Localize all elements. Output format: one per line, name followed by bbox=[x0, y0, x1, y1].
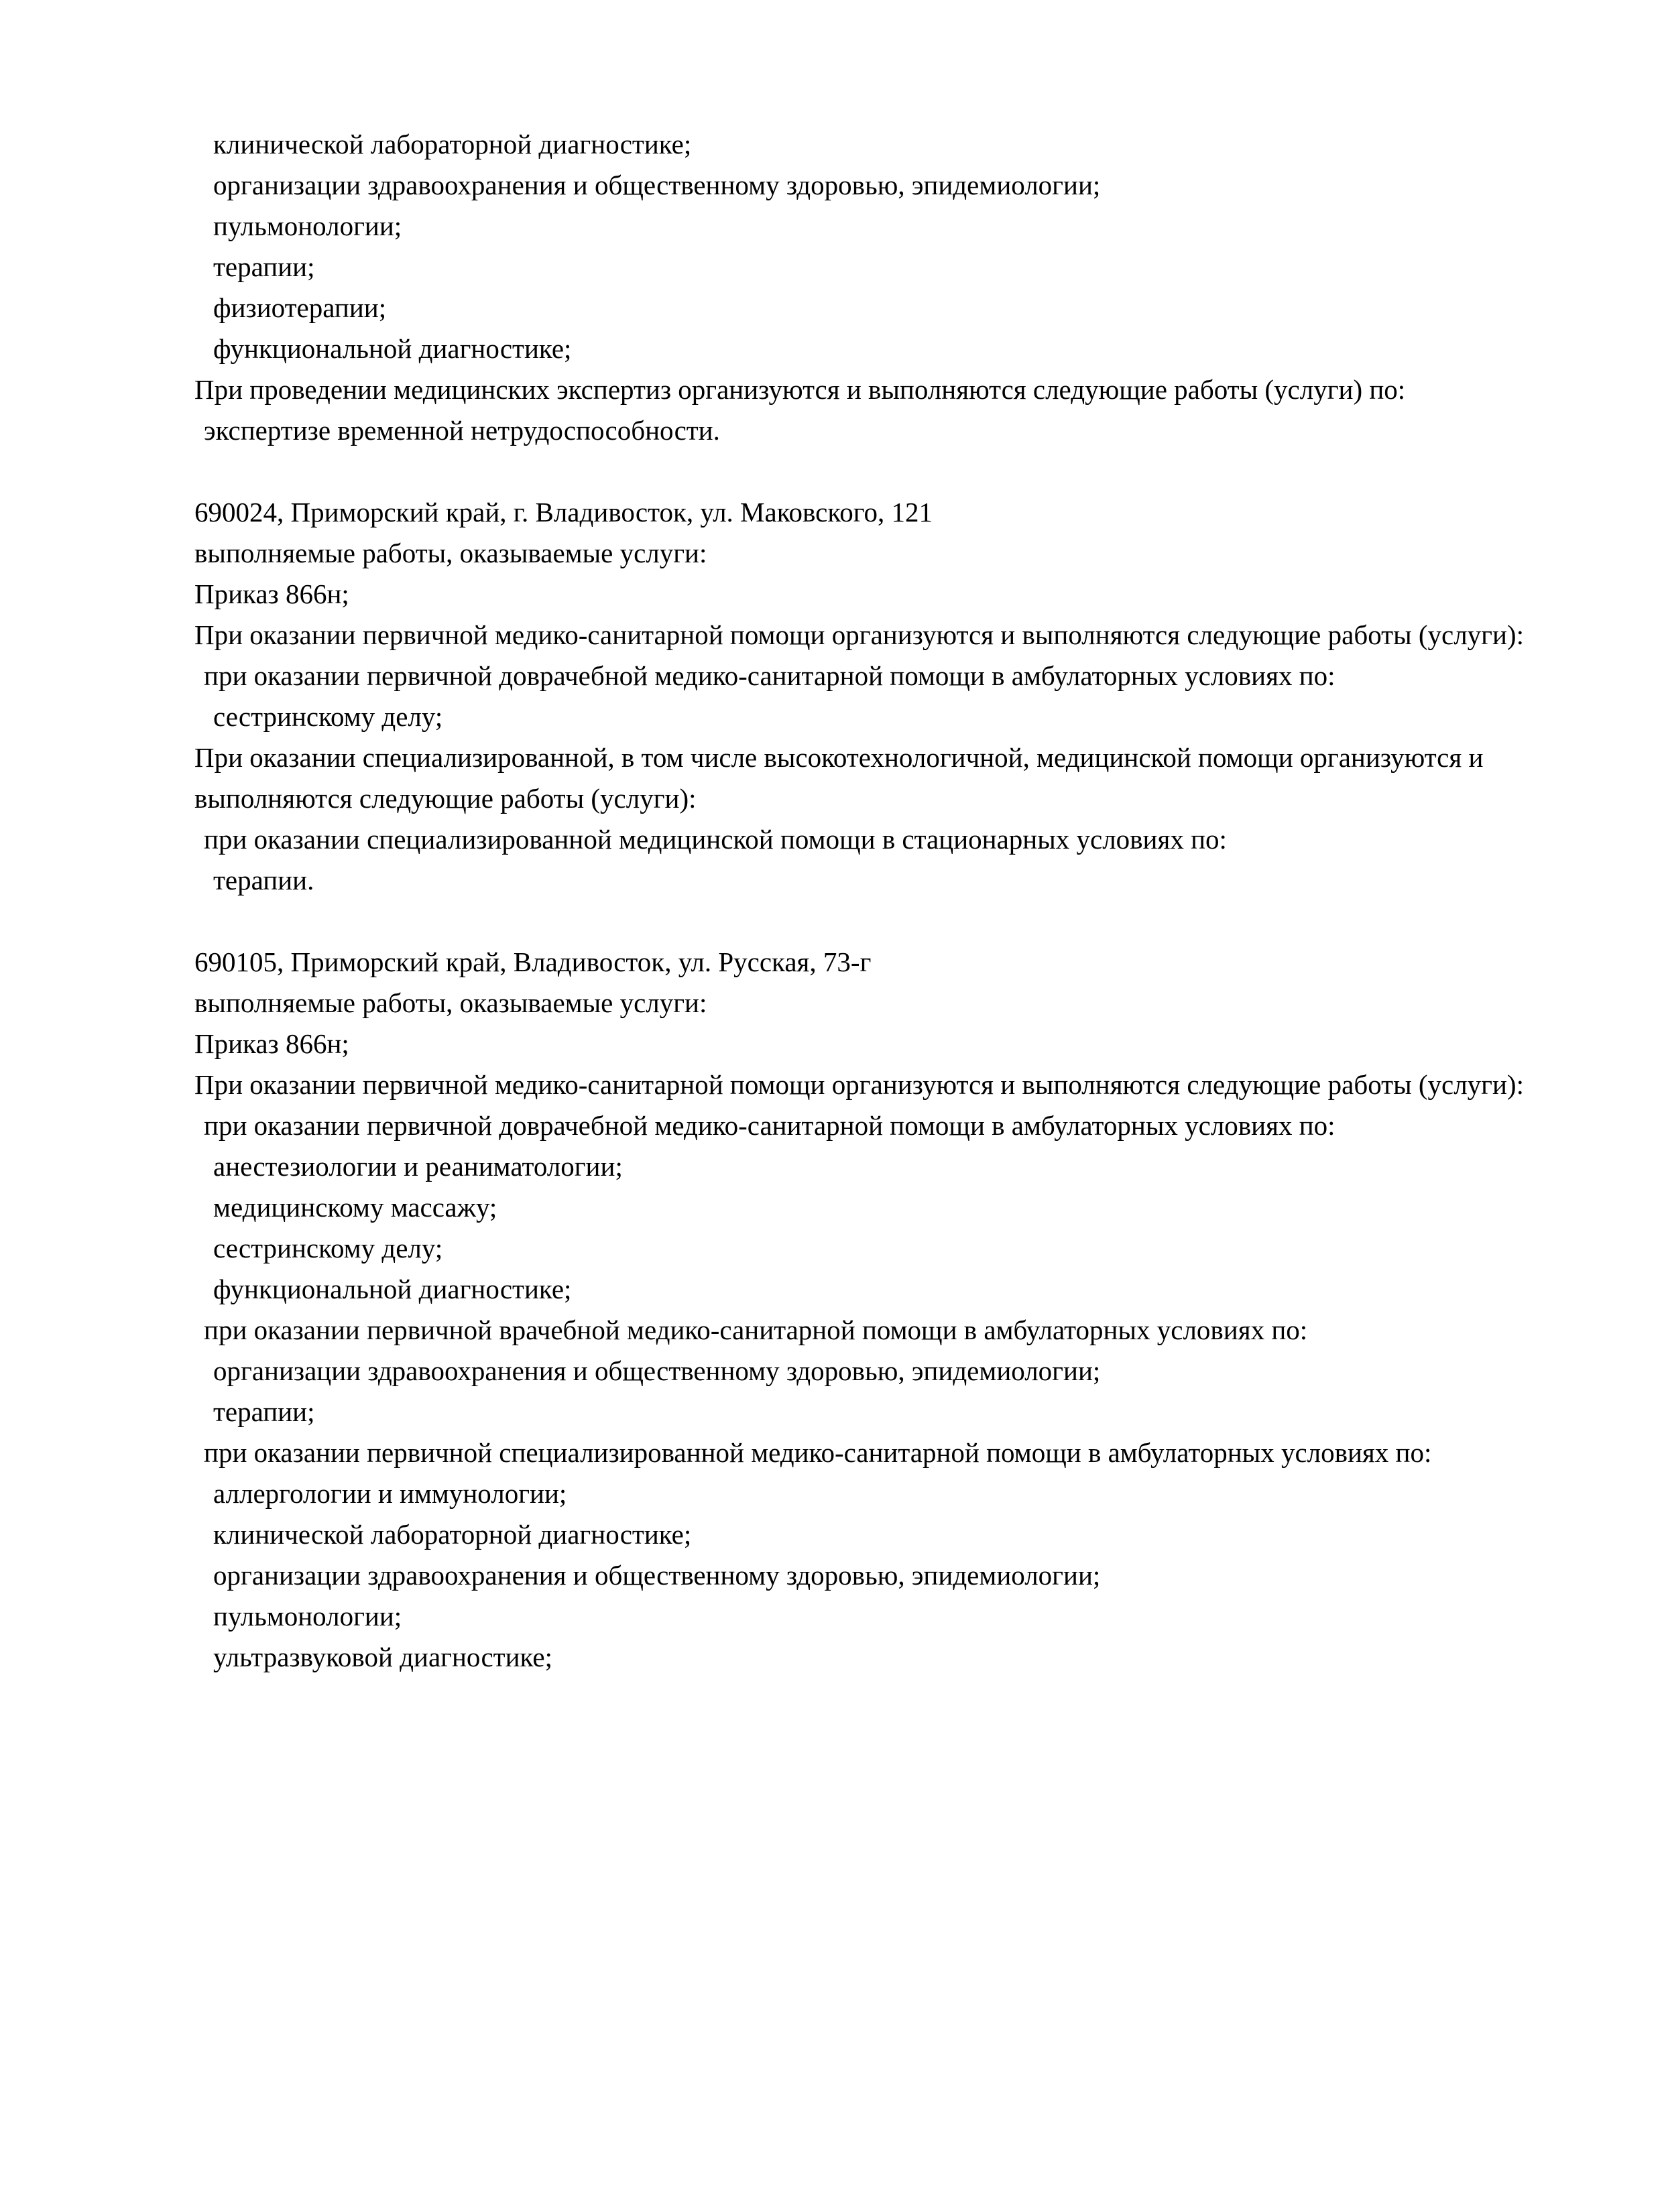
list-item: клинической лабораторной диагностике; bbox=[213, 129, 692, 160]
facility-address: 690024, Приморский край, г. Владивосток, ул. Маковского, 121 bbox=[194, 497, 933, 528]
care-section-subheading: при оказании первичной доврачебной медико-санитарной помощи в амбулаторных условиях по: bbox=[204, 660, 1335, 691]
list-item: сестринскому делу; bbox=[213, 1233, 443, 1264]
care-section-heading: При оказании первичной медико-санитарной помощи организуются и выполняются следующие работы (услуги): bbox=[194, 1069, 1524, 1100]
list-item: аллергологии и иммунологии; bbox=[213, 1478, 567, 1509]
list-item: пульмонологии; bbox=[213, 1601, 402, 1632]
facility-address: 690105, Приморский край, Владивосток, ул. Русская, 73-г bbox=[194, 946, 872, 977]
list-item: организации здравоохранения и общественному здоровью, эпидемиологии; bbox=[213, 1355, 1101, 1386]
list-item: сестринскому делу; bbox=[213, 701, 443, 732]
care-section-heading: При оказании специализированной, в том числе высокотехнологичной, медицинской помощи организуются и выполняются следующие работы (услуги): bbox=[194, 742, 1484, 814]
list-item: организации здравоохранения и общественному здоровью, эпидемиологии; bbox=[213, 1560, 1101, 1591]
list-item: анестезиологии и реаниматологии; bbox=[213, 1151, 623, 1182]
works-services-label: выполняемые работы, оказываемые услуги: bbox=[194, 987, 707, 1018]
care-section-subheading: при оказании первичной специализированной медико-санитарной помощи в амбулаторных условиях по: bbox=[204, 1437, 1432, 1468]
list-item: физиотерапии; bbox=[213, 292, 387, 323]
works-services-label: выполняемые работы, оказываемые услуги: bbox=[194, 538, 707, 568]
care-section-heading: При оказании первичной медико-санитарной помощи организуются и выполняются следующие работы (услуги): bbox=[194, 619, 1524, 650]
care-section-subheading: при оказании специализированной медицинской помощи в стационарных условиях по: bbox=[204, 824, 1227, 855]
list-item: терапии; bbox=[213, 251, 315, 282]
list-item: медицинскому массажу; bbox=[213, 1192, 497, 1223]
list-item: экспертизе временной нетрудоспособности. bbox=[204, 415, 720, 446]
address-block bbox=[194, 942, 1535, 1678]
list-item: клинической лабораторной диагностике; bbox=[213, 1519, 692, 1550]
expertise-heading: При проведении медицинских экспертиз организуются и выполняются следующие работы (услуги) по: bbox=[194, 374, 1406, 405]
list-item: функциональной диагностике; bbox=[213, 333, 572, 364]
section-spacer bbox=[194, 901, 1535, 942]
list-item: терапии. bbox=[213, 865, 314, 896]
list-item: пульмонологии; bbox=[213, 210, 402, 241]
list-item: организации здравоохранения и общественному здоровью, эпидемиологии; bbox=[213, 170, 1101, 200]
document-body bbox=[194, 124, 1535, 1678]
address-block bbox=[194, 492, 1535, 901]
care-section-subheading: при оказании первичной врачебной медико-санитарной помощи в амбулаторных условиях по: bbox=[204, 1314, 1308, 1345]
list-item: функциональной диагностике; bbox=[213, 1274, 572, 1304]
care-section-subheading: при оказании первичной доврачебной медико-санитарной помощи в амбулаторных условиях по: bbox=[204, 1110, 1335, 1141]
order-reference: Приказ 866н; bbox=[194, 578, 349, 609]
continued-specialties-list bbox=[194, 124, 1535, 369]
section-spacer bbox=[194, 451, 1535, 492]
list-item: ультразвуковой диагностике; bbox=[213, 1642, 552, 1672]
list-item: терапии; bbox=[213, 1396, 315, 1427]
order-reference: Приказ 866н; bbox=[194, 1028, 349, 1059]
